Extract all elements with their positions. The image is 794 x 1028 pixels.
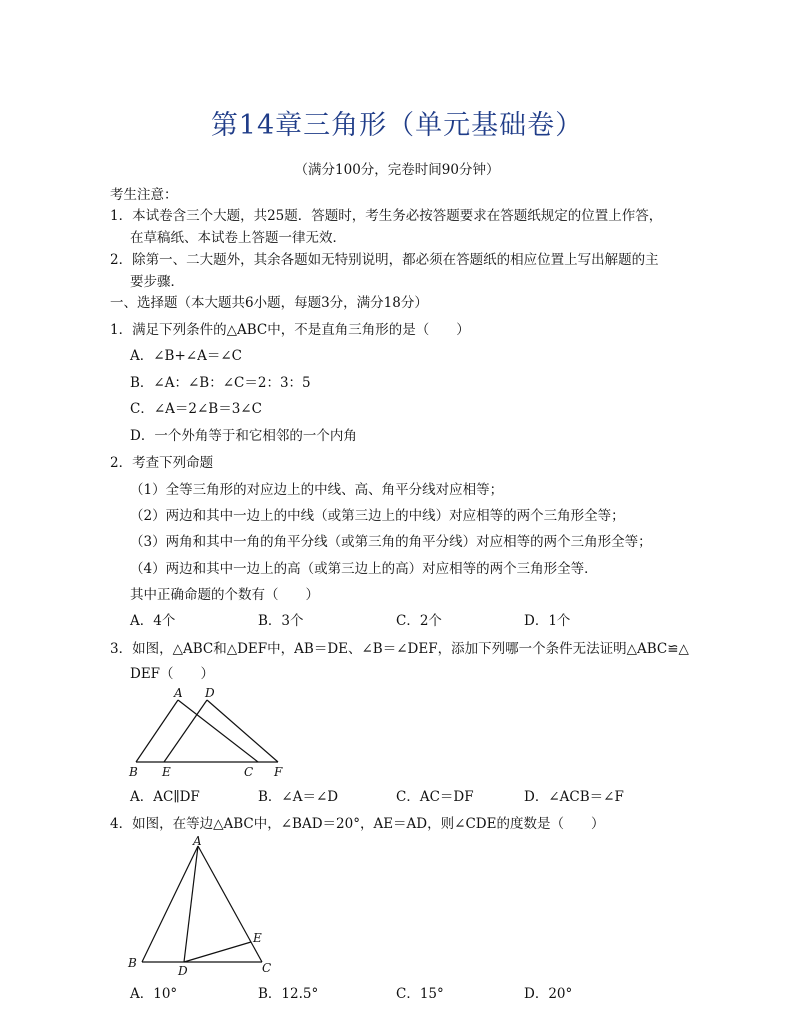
q3-label-b: B <box>129 765 138 779</box>
q4-figure <box>120 836 290 978</box>
q3-label-f: F <box>274 765 283 779</box>
q3-stem: 3．如图，△ABC和△DEF中，AB＝DE、∠B＝∠DEF，添加下列哪一个条件无法证明△ABC≌△ <box>110 641 689 657</box>
q3-stem-cont: DEF（ ） <box>130 666 215 682</box>
q2-option-b: B．3个 <box>258 613 304 629</box>
q4-segment-ad <box>184 846 198 962</box>
section-heading: 一、选择题（本大题共6小题，每题3分，满分18分） <box>110 295 428 311</box>
notice-item-1-cont: 在草稿纸、本试卷上答题一律无效． <box>130 230 346 246</box>
page-title: 第14章三角形（单元基础卷） <box>210 110 584 141</box>
q1-option-d: D．一个外角等于和它相邻的一个内角 <box>130 428 357 444</box>
q4-label-e: E <box>253 931 262 945</box>
q3-figure <box>120 686 300 782</box>
q4-segment-de <box>184 942 251 962</box>
q2-proposition-4: （4）两边和其中一边上的高（或第三边上的高）对应相等的两个三角形全等． <box>130 561 598 577</box>
page-subtitle: （满分100分，完卷时间90分钟） <box>294 162 500 178</box>
q1-option-b: B．∠A：∠B：∠C＝2：3：5 <box>130 375 311 391</box>
notice-item-2: 2．除第一、二大题外，其余各题如无特别说明，都必须在答题纸的相应位置上写出解题的主 <box>110 252 659 268</box>
q4-label-c: C <box>262 961 272 975</box>
q3-label-d: D <box>205 686 215 700</box>
notice-heading: 考生注意： <box>110 187 178 203</box>
q4-segment-ab <box>142 846 198 962</box>
q2-stem: 2．考查下列命题 <box>110 455 214 471</box>
q2-option-a: A．4个 <box>130 613 176 629</box>
q3-option-a: A．AC∥DF <box>130 789 200 805</box>
q2-ask: 其中正确命题的个数有（ ） <box>130 587 319 603</box>
notice-item-1: 1．本试卷含三个大题，共25题．答题时，考生务必按答题要求在答题纸规定的位置上作答， <box>110 208 663 224</box>
q3-option-d: D．∠ACB＝∠F <box>524 789 624 805</box>
q2-proposition-3: （3）两角和其中一角的角平分线（或第三角的角平分线）对应相等的两个三角形全等； <box>130 534 652 550</box>
q4-label-a: A <box>193 836 202 848</box>
q3-option-c: C．AC＝DF <box>396 789 474 805</box>
q3-label-e: E <box>162 765 171 779</box>
q2-option-c: C．2个 <box>396 613 442 629</box>
q1-stem: 1．满足下列条件的△ABC中，不是直角三角形的是（ ） <box>110 322 470 338</box>
q4-stem: 4．如图，在等边△ABC中，∠BAD＝20°，AE＝AD，则∠CDE的度数是（ ） <box>110 816 605 832</box>
q3-option-b: B．∠A＝∠D <box>258 789 339 805</box>
q1-option-a: A．∠B+∠A＝∠C <box>130 348 242 364</box>
q3-label-c: C <box>244 765 254 779</box>
q4-label-d: D <box>178 964 188 978</box>
q1-option-c: C．∠A＝2∠B＝3∠C <box>130 401 262 417</box>
q4-option-b: B．12.5° <box>258 986 319 1002</box>
q4-option-a: A．10° <box>130 986 178 1002</box>
q3-label-a: A <box>174 686 183 700</box>
q4-label-b: B <box>128 956 137 970</box>
q2-proposition-1: （1）全等三角形的对应边上的中线、高、角平分线对应相等； <box>130 482 504 498</box>
q2-option-d: D．1个 <box>524 613 571 629</box>
notice-item-2-cont: 要步骤． <box>130 274 184 290</box>
q4-option-d: D．20° <box>524 986 573 1002</box>
q3-segment-de <box>164 700 207 762</box>
q2-proposition-2: （2）两边和其中一边上的中线（或第三边上的中线）对应相等的两个三角形全等； <box>130 508 625 524</box>
q4-option-c: C．15° <box>396 986 444 1002</box>
q3-segment-ab <box>136 700 178 762</box>
